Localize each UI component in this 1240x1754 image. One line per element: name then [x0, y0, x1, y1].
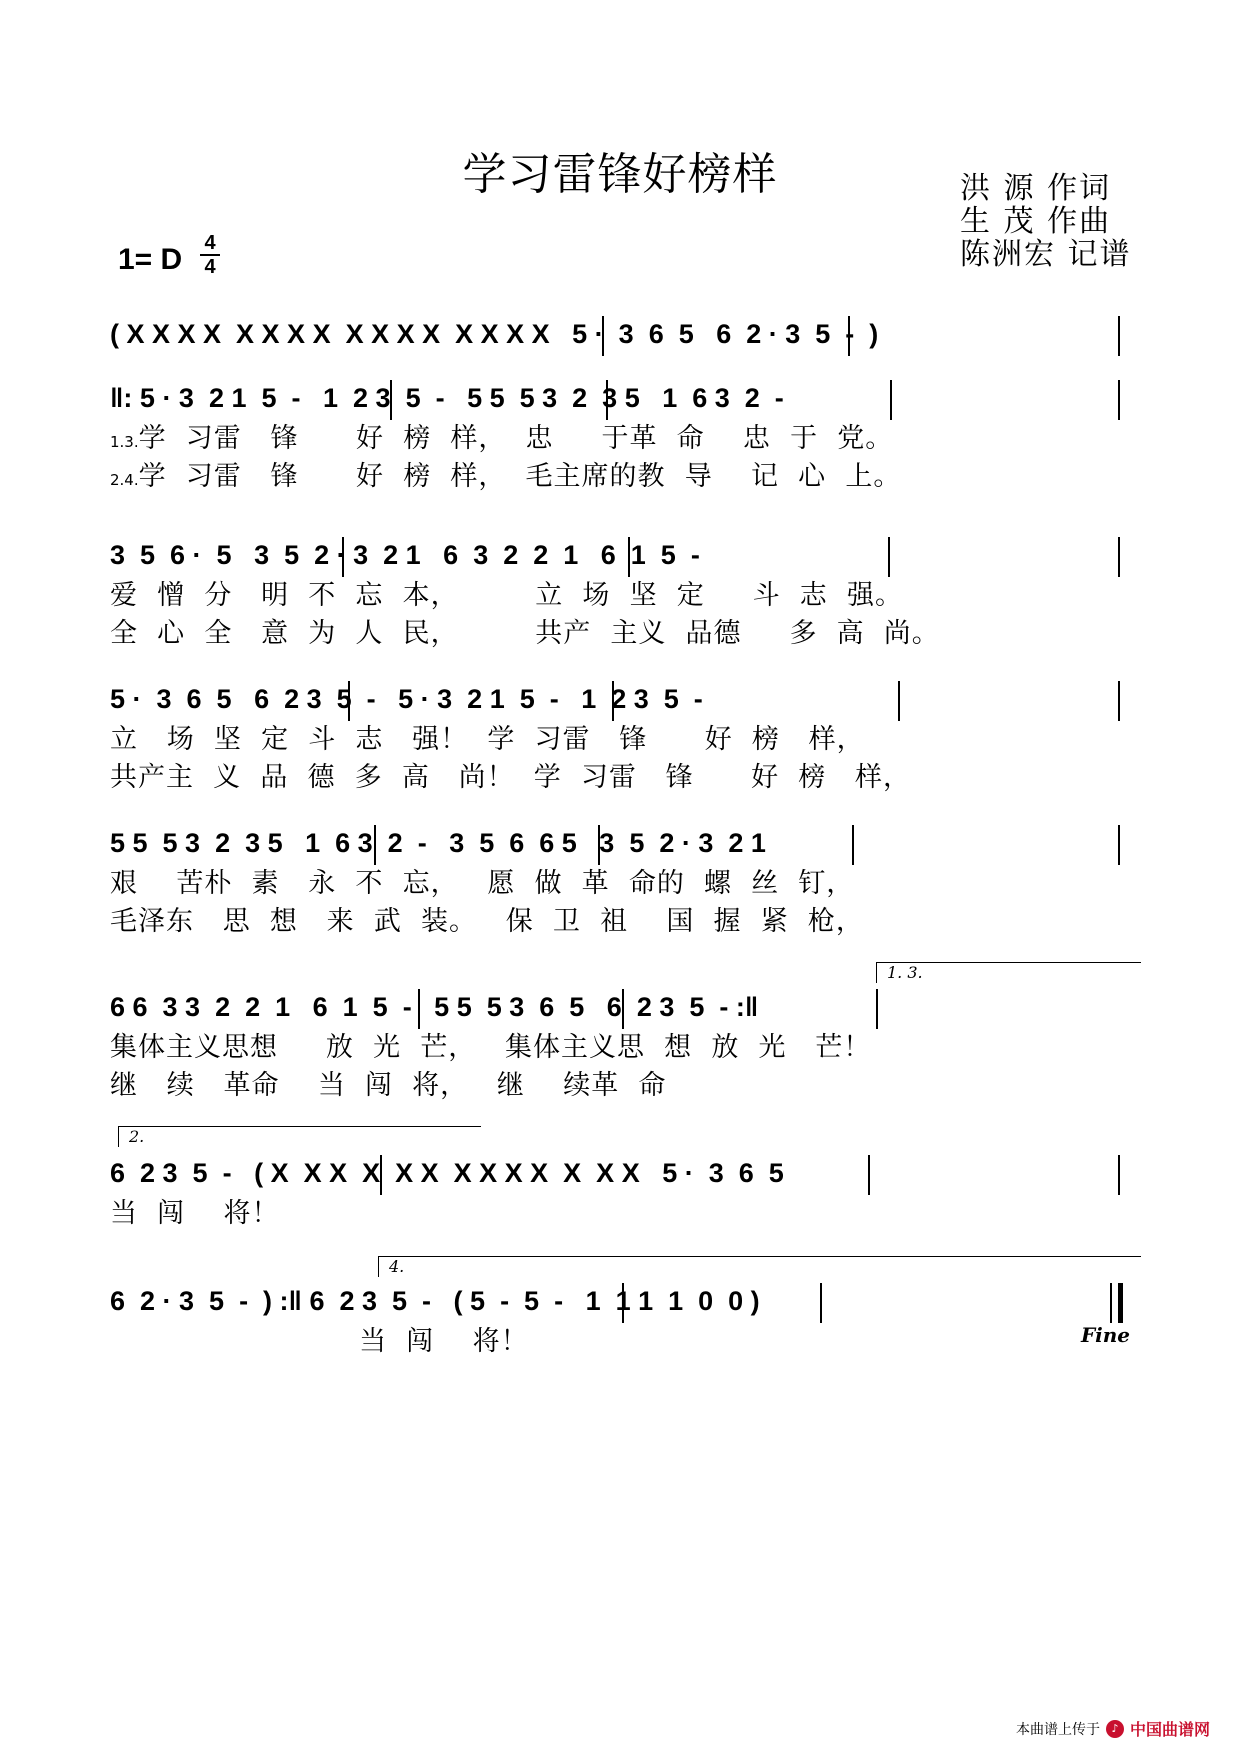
- barline: [348, 681, 350, 721]
- page-title: 学习雷锋好榜样: [462, 149, 778, 200]
- volta-bracket-1-3: 1. 3.: [876, 962, 1141, 983]
- lyric-line: 继 续 革命 当 闯 将， 继 续革 命: [110, 1070, 667, 1101]
- barline: [622, 989, 624, 1029]
- barline: [1118, 316, 1120, 356]
- score-system-2: [110, 533, 1130, 653]
- lyric-line: 共产主 义 品 德 多 高 尚！ 学 习雷 锋 好 榜 样，: [110, 762, 912, 793]
- composer-credit: 生 茂 作曲: [960, 204, 1112, 239]
- barline: [1118, 537, 1120, 577]
- barline: [876, 989, 878, 1029]
- site-name: 中国曲谱网: [1129, 1720, 1210, 1739]
- barline: [390, 380, 392, 420]
- lyric-line: 毛泽东 思 想 来 武 装。 保 卫 祖 国 握 紧 枪，: [110, 906, 864, 937]
- score-system-5: [110, 985, 1130, 1105]
- barline: [1118, 681, 1120, 721]
- score-system-3: [110, 677, 1130, 797]
- lyric-line: 集体主义思想 放 光 芒， 集体主义思 想 放 光 芒！: [110, 1032, 872, 1063]
- barline: [342, 537, 344, 577]
- barline: [602, 316, 604, 356]
- lyric-text: 学 习雷 锋 好 榜 样， 毛主席的教 导 记 心 上。: [138, 461, 902, 492]
- lyric-line: 当 闯 将！: [110, 1198, 280, 1229]
- barline: [1118, 1155, 1120, 1195]
- barline: [374, 825, 376, 865]
- score-system-6: [110, 1151, 1130, 1233]
- fine-marking: Fine: [1080, 1323, 1130, 1347]
- score-system-7: [110, 1279, 1130, 1361]
- notation-line: 6 2 3 5 - ( X X X X X X X X X X X X X 5 · 3 6 5: [110, 1158, 784, 1188]
- final-barline: [1110, 1283, 1123, 1323]
- score-system-intro: [110, 312, 1130, 356]
- barline: [418, 989, 420, 1029]
- lyric-line: 全 心 全 意 为 人 民， 共产 主义 品德 多 高 尚。: [110, 618, 940, 649]
- verse-number: 1.3.: [110, 433, 139, 451]
- barline: [612, 681, 614, 721]
- notation-line: 5 5 5 3 2 3 5 1 6 3 2 - 3 5 6 6 5 3 5 2 · 3 2 1: [110, 828, 766, 858]
- lyric-line: 艰 苦朴 素 永 不 忘， 愿 做 革 命的 螺 丝 钉，: [110, 868, 855, 899]
- transcriber-credit: 陈洲宏 记谱: [960, 237, 1132, 272]
- notation-line: ‖: 5 · 3 2 1 5 - 1 2 3 5 - 5 5 5 3 2 3 5 1 6 3 2 -: [110, 383, 784, 413]
- notation-line: 6 2 · 3 5 - ) :‖ 6 2 3 5 - ( 5 - 5 - 1 1 1 1 0 0 ): [110, 1286, 760, 1316]
- barline: [1118, 825, 1120, 865]
- lyric-line-verse-2-4: [110, 458, 1130, 496]
- barline: [888, 537, 890, 577]
- barline: [606, 380, 608, 420]
- barline: [820, 1283, 822, 1323]
- score-system-4: [110, 821, 1130, 941]
- time-signature-top: 4: [204, 232, 216, 254]
- barline: [898, 681, 900, 721]
- lyric-line-verse-1-3: [110, 420, 1130, 458]
- notation-line: ( X X X X X X X X X X X X X X X X 5 · 3 6 5 6 2 · 3 5 - ): [110, 319, 879, 349]
- notation-line: 6 6 3 3 2 2 1 6 1 5 - 5 5 5 3 6 5 6 2 3 5 - :‖: [110, 992, 759, 1022]
- lyric-line: 立 场 坚 定 斗 志 强！ 学 习雷 锋 好 榜 样，: [110, 724, 865, 755]
- time-signature-bottom: 4: [204, 256, 216, 278]
- barline: [868, 1155, 870, 1195]
- key-signature: 1= D: [118, 243, 183, 276]
- footer-credit: [1016, 1717, 1210, 1740]
- notation-line: 5 · 3 6 5 6 2 3 5 - 5 · 3 2 1 5 - 1 2 3 5 -: [110, 684, 703, 714]
- barline: [890, 380, 892, 420]
- volta-bracket-2: 2.: [118, 1126, 481, 1147]
- barline: [622, 1283, 624, 1323]
- lyric-line: 爱 憎 分 明 不 忘 本， 立 场 坚 定 斗 志 强。: [110, 580, 903, 611]
- volta-bracket-4: 4.: [378, 1256, 1141, 1277]
- lyric-line: 当 闯 将！: [110, 1326, 529, 1357]
- lyric-text: 学 习雷 锋 好 榜 样， 忠 于革 命 忠 于 党。: [138, 423, 894, 454]
- barline: [380, 1155, 382, 1195]
- lyricist-credit: 洪 源 作词: [960, 171, 1112, 206]
- time-signature: [198, 232, 222, 278]
- barline: [598, 825, 600, 865]
- score-system-1: [110, 376, 1130, 496]
- verse-number: 2.4.: [110, 471, 139, 489]
- notation-line: 3 5 6 · 5 3 5 2 · 3 2 1 6 3 2 2 1 6 1 5 -: [110, 540, 700, 570]
- site-logo-icon: ♪: [1106, 1720, 1124, 1738]
- footer-text: 本曲谱上传于: [1015, 1721, 1100, 1738]
- barline: [848, 316, 850, 356]
- barline: [628, 537, 630, 577]
- barline: [852, 825, 854, 865]
- barline: [1118, 380, 1120, 420]
